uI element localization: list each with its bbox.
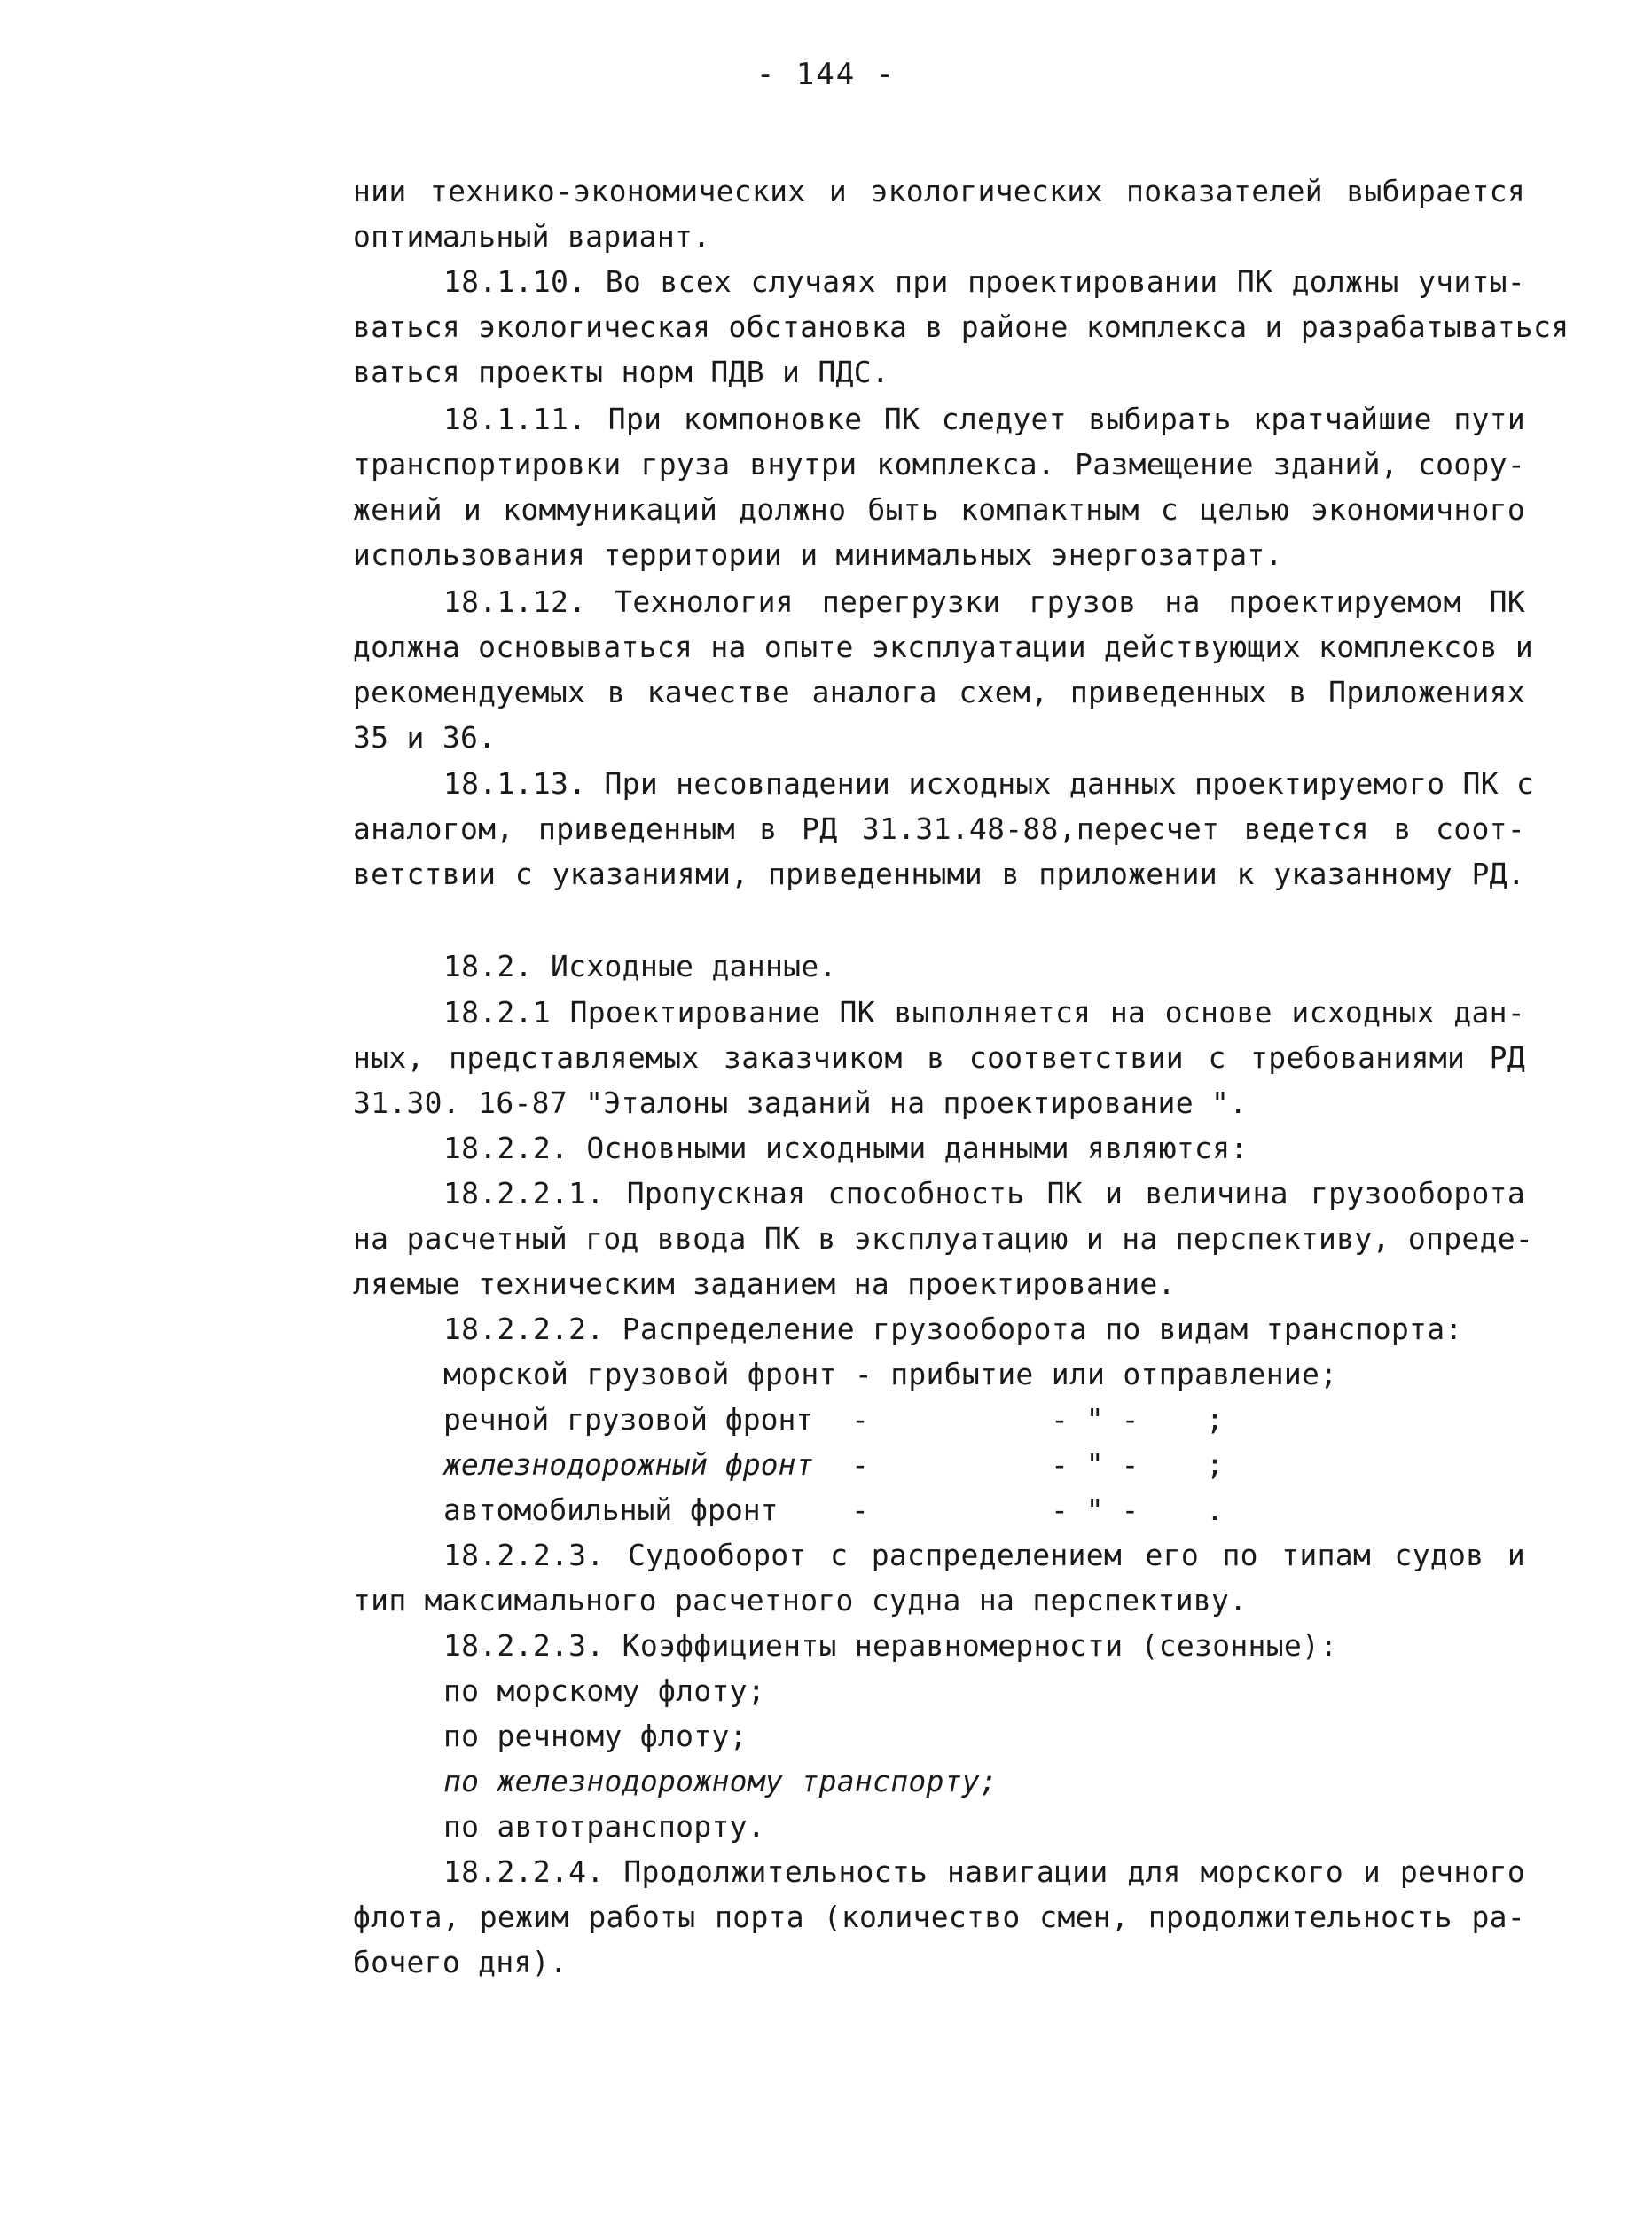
text-line: ваться экологическая обстановка в районе комплекса и разрабатываться	[353, 309, 1570, 344]
list-item: по морскому флоту;	[443, 1673, 766, 1708]
list-item: по речному флоту;	[443, 1719, 748, 1753]
text-line: бочего дня).	[353, 1945, 568, 1979]
text-line: ных, представляемых заказчиком в соответствии с требованиями РД	[353, 1040, 1525, 1075]
text-line: 18.1.13. При несовпадении исходных данных проектируемого ПК с	[443, 766, 1535, 801]
text-line: 18.2.2.3. Коэффициенты неравномерности (сезонные):	[443, 1628, 1338, 1663]
text-line: 18.2.1 Проектирование ПК выполняется на основе исходных дан-	[443, 995, 1525, 1030]
text-line: 35 и 36.	[353, 720, 497, 755]
front-dash: -	[851, 1447, 869, 1482]
text-line: на расчетный год ввода ПК в эксплуатацию и на перспективу, опреде-	[353, 1221, 1534, 1256]
front-name: речной грузовой фронт	[443, 1402, 814, 1437]
list-item: по автотранспорту.	[443, 1809, 766, 1844]
list-item: по железнодорожному транспорту;	[443, 1764, 998, 1798]
text-line: 18.1.12. Технология перегрузки грузов на проектируемом ПК	[443, 584, 1525, 619]
section-heading: 18.2. Исходные данные.	[443, 949, 837, 983]
front-name: автомобильный фронт	[443, 1493, 779, 1527]
text-line: 18.2.2. Основными исходными данными являются:	[443, 1131, 1249, 1165]
text-line: 18.2.2.1. Пропускная способность ПК и величина грузооборота	[443, 1176, 1525, 1211]
text-line: морской грузовой фронт - прибытие или отправление;	[443, 1357, 1338, 1391]
text-line: транспортировки груза внутри комплекса. Размещение зданий, соору-	[353, 447, 1525, 482]
text-line: 18.2.2.3. Судооборот с распределением его по типам судов и	[443, 1538, 1525, 1572]
text-line: ляемые техническим заданием на проектирование.	[353, 1266, 1176, 1301]
front-ditto: - " -	[1051, 1402, 1139, 1437]
front-name: железнодорожный фронт	[443, 1447, 814, 1482]
text-line: 18.1.10. Во всех случаях при проектировании ПК должны учиты-	[443, 264, 1525, 299]
text-line: жений и коммуникаций должно быть компактным с целью экономичного	[353, 492, 1525, 527]
front-ditto: - " -	[1051, 1493, 1139, 1527]
text-line: нии технико-экономических и экологических показателей выбирается	[353, 174, 1525, 208]
front-end: ;	[1206, 1402, 1224, 1437]
front-end: ;	[1206, 1447, 1224, 1482]
front-dash: -	[851, 1493, 869, 1527]
front-end: .	[1206, 1493, 1224, 1527]
front-dash: -	[851, 1402, 869, 1437]
front-ditto: - " -	[1051, 1447, 1139, 1482]
text-line: аналогом, приведенным в РД 31.31.48-88,пересчет ведется в соот-	[353, 811, 1525, 846]
text-line: оптимальный вариант.	[353, 219, 711, 254]
text-line: 31.30. 16-87 "Эталоны заданий на проектирование ".	[353, 1085, 1248, 1120]
text-line: ваться проекты норм ПДВ и ПДС.	[353, 355, 890, 389]
text-line: 18.1.11. При компоновке ПК следует выбирать кратчайшие пути	[443, 402, 1525, 436]
page-number: - 144 -	[756, 57, 896, 92]
text-line: тип максимального расчетного судна на перспективу.	[353, 1583, 1248, 1618]
text-line: рекомендуемых в качестве аналога схем, приведенных в Приложениях	[353, 675, 1525, 709]
text-line: 18.2.2.2. Распределение грузооборота по видам транспорта:	[443, 1312, 1463, 1346]
text-line: должна основываться на опыте эксплуатации действующих комплексов и	[353, 630, 1534, 664]
text-line: 18.2.2.4. Продолжительность навигации для морского и речного	[443, 1854, 1525, 1889]
text-line: флота, режим работы порта (количество смен, продолжительность ра-	[353, 1900, 1525, 1934]
text-line: использования территории и минимальных энергозатрат.	[353, 537, 1283, 572]
text-line: ветствии с указаниями, приведенными в приложении к указанному РД.	[353, 857, 1525, 891]
